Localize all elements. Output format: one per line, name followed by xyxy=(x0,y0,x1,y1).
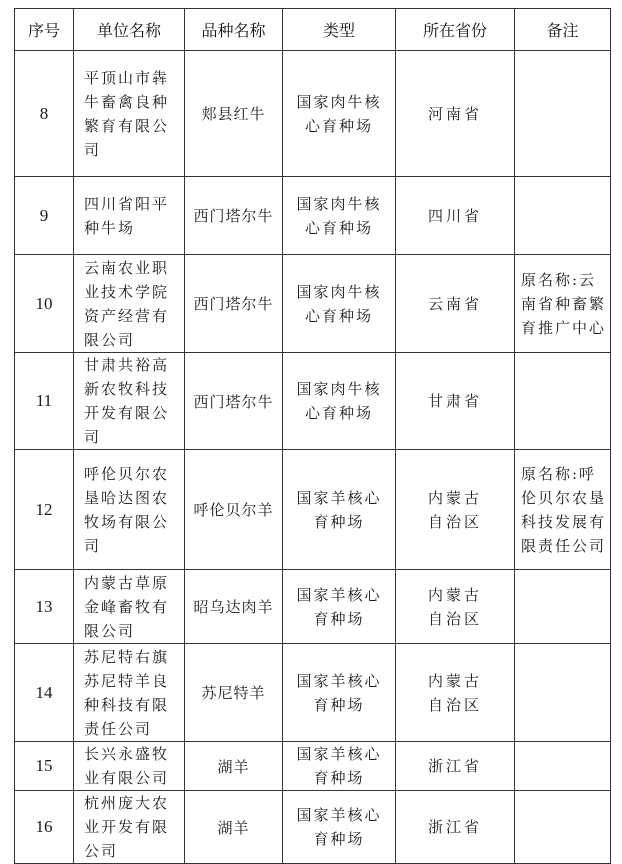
table-row xyxy=(15,177,611,255)
cell-province: 内蒙古自治区 xyxy=(396,644,515,742)
cell-note xyxy=(515,791,611,864)
cell-note xyxy=(515,51,611,177)
table-row xyxy=(15,570,611,644)
cell-no: 14 xyxy=(15,644,74,742)
cell-breed: 西门塔尔牛 xyxy=(185,353,283,450)
cell-no: 12 xyxy=(15,450,74,570)
cell-no: 8 xyxy=(15,51,74,177)
cell-no: 13 xyxy=(15,570,74,644)
cell-unit: 平顶山市犇牛畜禽良种繁育有限公司 xyxy=(74,51,185,177)
cell-unit: 杭州庞大农业开发有限公司 xyxy=(74,791,185,864)
cell-breed: 湖羊 xyxy=(185,791,283,864)
cell-breed: 苏尼特羊 xyxy=(185,644,283,742)
cell-type: 国家肉牛核心育种场 xyxy=(283,353,396,450)
cell-note: 原名称:云南省种畜繁育推广中心 xyxy=(515,255,611,353)
cell-unit: 苏尼特右旗苏尼特羊良种科技有限责任公司 xyxy=(74,644,185,742)
cell-breed: 湖羊 xyxy=(185,742,283,791)
cell-breed: 西门塔尔牛 xyxy=(185,177,283,255)
cell-unit: 长兴永盛牧业有限公司 xyxy=(74,742,185,791)
table-row xyxy=(15,450,611,570)
header-type: 类型 xyxy=(283,9,396,51)
cell-type: 国家肉牛核心育种场 xyxy=(283,177,396,255)
cell-province: 浙江省 xyxy=(396,791,515,864)
cell-province: 河南省 xyxy=(396,51,515,177)
cell-breed: 郏县红牛 xyxy=(185,51,283,177)
table-row xyxy=(15,644,611,742)
cell-breed: 呼伦贝尔羊 xyxy=(185,450,283,570)
table-header-row xyxy=(15,9,611,51)
table-row xyxy=(15,742,611,791)
cell-type: 国家羊核心育种场 xyxy=(283,742,396,791)
cell-province: 甘肃省 xyxy=(396,353,515,450)
header-note: 备注 xyxy=(515,9,611,51)
cell-province: 内蒙古自治区 xyxy=(396,450,515,570)
cell-no: 15 xyxy=(15,742,74,791)
table-row xyxy=(15,791,611,864)
cell-unit: 云南农业职业技术学院资产经营有限公司 xyxy=(74,255,185,353)
cell-type: 国家羊核心育种场 xyxy=(283,644,396,742)
cell-note xyxy=(515,570,611,644)
cell-note xyxy=(515,177,611,255)
cell-unit: 内蒙古草原金峰畜牧有限公司 xyxy=(74,570,185,644)
cell-province: 内蒙古自治区 xyxy=(396,570,515,644)
cell-no: 11 xyxy=(15,353,74,450)
cell-province: 四川省 xyxy=(396,177,515,255)
table-row xyxy=(15,51,611,177)
cell-no: 9 xyxy=(15,177,74,255)
header-province: 所在省份 xyxy=(396,9,515,51)
cell-breed: 西门塔尔牛 xyxy=(185,255,283,353)
cell-province: 云南省 xyxy=(396,255,515,353)
cell-note: 原名称:呼伦贝尔农垦科技发展有限责任公司 xyxy=(515,450,611,570)
header-breed: 品种名称 xyxy=(185,9,283,51)
header-no: 序号 xyxy=(15,9,74,51)
cell-type: 国家肉牛核心育种场 xyxy=(283,255,396,353)
cell-type: 国家羊核心育种场 xyxy=(283,570,396,644)
cell-no: 10 xyxy=(15,255,74,353)
cell-note xyxy=(515,742,611,791)
cell-province: 浙江省 xyxy=(396,742,515,791)
cell-note xyxy=(515,353,611,450)
cell-unit: 呼伦贝尔农垦哈达图农牧场有限公司 xyxy=(74,450,185,570)
cell-breed: 昭乌达肉羊 xyxy=(185,570,283,644)
table-row xyxy=(15,255,611,353)
breeding-farm-table xyxy=(14,8,611,864)
cell-note xyxy=(515,644,611,742)
cell-type: 国家羊核心育种场 xyxy=(283,791,396,864)
cell-unit: 四川省阳平种牛场 xyxy=(74,177,185,255)
cell-unit: 甘肃共裕高新农牧科技开发有限公司 xyxy=(74,353,185,450)
header-unit: 单位名称 xyxy=(74,9,185,51)
cell-type: 国家羊核心育种场 xyxy=(283,450,396,570)
table-row xyxy=(15,353,611,450)
cell-no: 16 xyxy=(15,791,74,864)
cell-type: 国家肉牛核心育种场 xyxy=(283,51,396,177)
